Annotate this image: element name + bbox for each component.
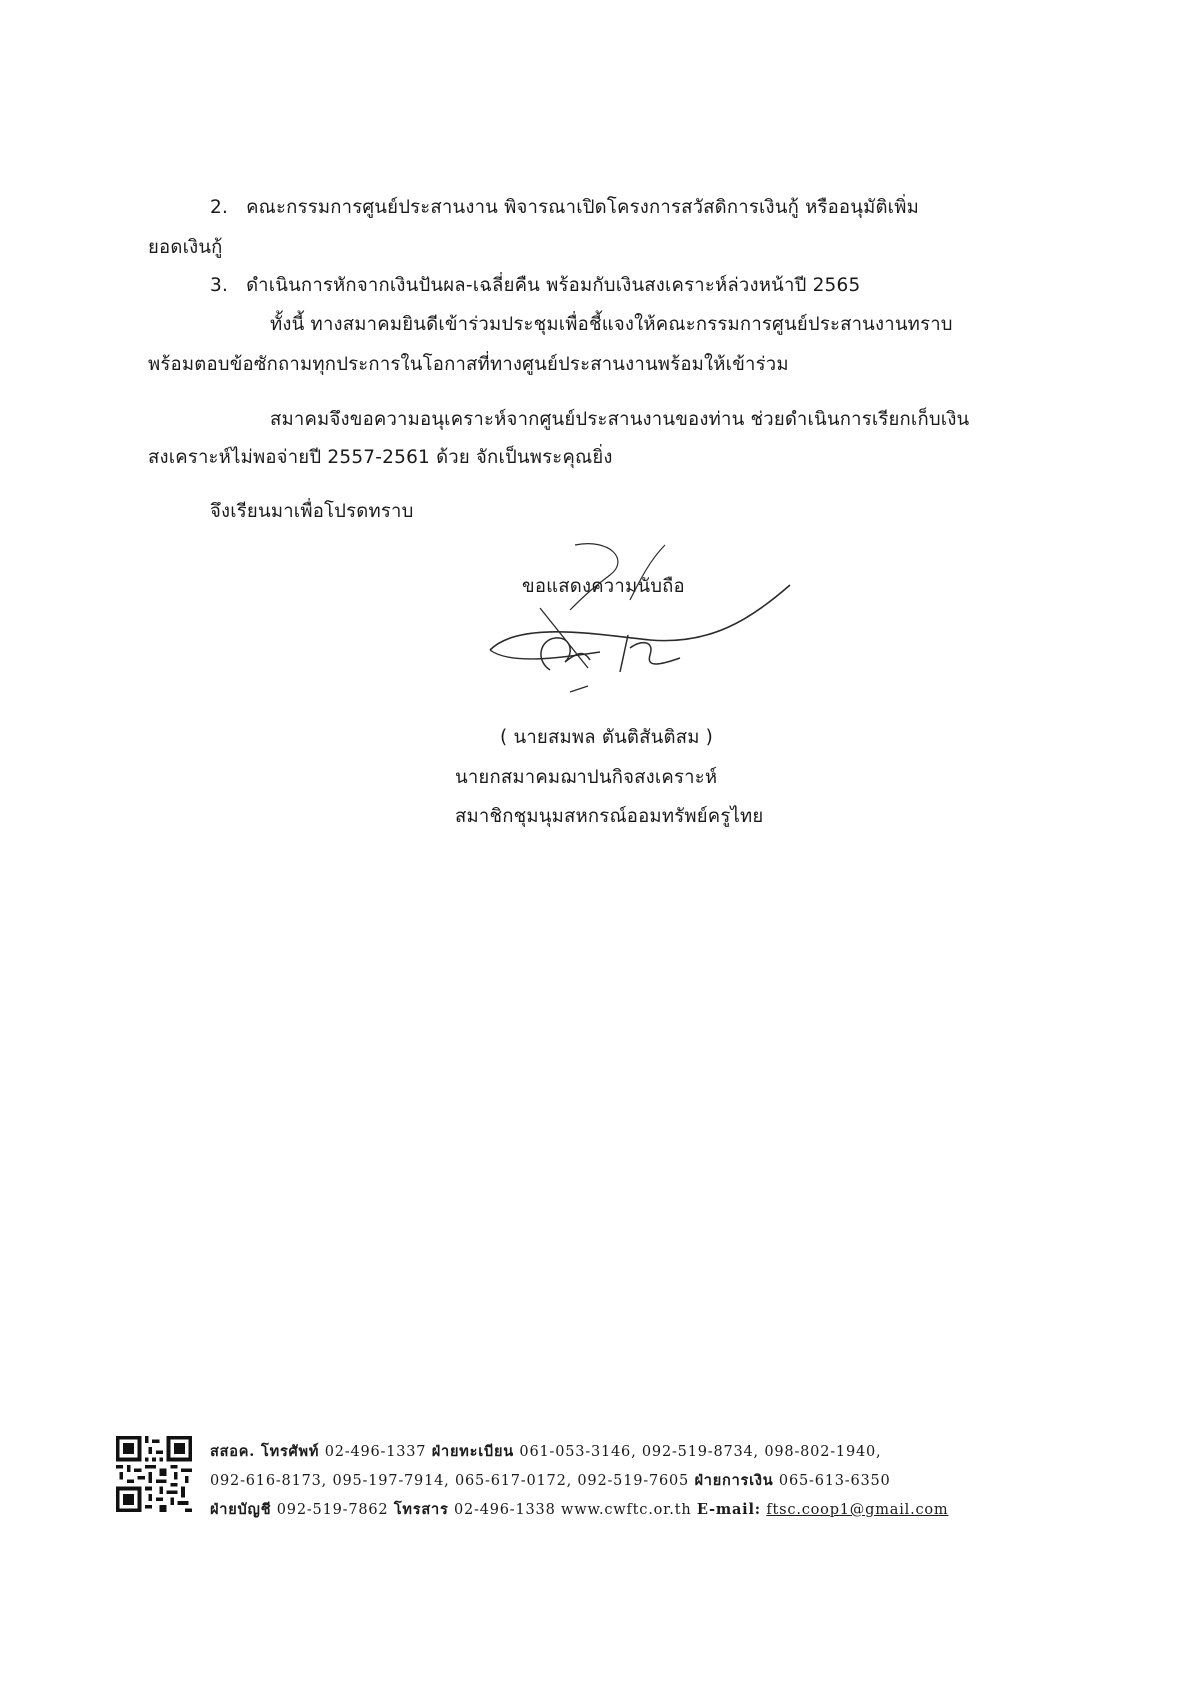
footer-email-link[interactable]: ftsc.coop1@gmail.com	[766, 1502, 949, 1518]
footer-fax-label: โทรสาร	[393, 1501, 449, 1518]
signatory-organization: สมาชิกชุมนุมสหกรณ์ออมทรัพย์ครูไทย	[455, 806, 764, 827]
qr-code-icon	[116, 1436, 192, 1512]
footer-finance-phone: 065-613-6350	[778, 1473, 891, 1489]
request-paragraph-line-1: สมาคมจึงขอความอนุเคราะห์จากศูนย์ประสานงานของท่าน ช่วยดำเนินการเรียกเก็บเงิน	[270, 409, 970, 430]
item-2-text: คณะกรรมการศูนย์ประสานงาน พิจารณาเปิดโครงการสวัสดิการเงินกู้ หรืออนุมัติเพิ่ม	[246, 197, 920, 218]
item-2	[210, 193, 919, 222]
footer-registration-phones-1: 061-053-3146, 092-519-8734, 098-802-1940,	[519, 1444, 882, 1460]
handwritten-signature	[480, 540, 800, 700]
footer-fax-number: 02-496-1338	[453, 1502, 556, 1518]
request-paragraph-line-2: สงเคราะห์ไม่พอจ่ายปี 2557-2561 ด้วย จักเป็นพระคุณยิ่ง	[148, 447, 613, 468]
item-3-text: ดำเนินการหักจากเงินปันผล-เฉลี่ยคืน พร้อมกับเงินสงเคราะห์ล่วงหน้าปี 2565	[246, 275, 861, 296]
item-2-number: 2.	[210, 197, 229, 218]
footer-website[interactable]: www.cwftc.or.th	[561, 1502, 692, 1518]
meeting-paragraph-line-2: พร้อมตอบข้อซักถามทุกประการในโอกาสที่ทางศูนย์ประสานงานพร้อมให้เข้าร่วม	[148, 354, 789, 375]
signatory-position: นายกสมาคมฌาปนกิจสงเคราะห์	[455, 767, 718, 788]
closing-line: จึงเรียนมาเพื่อโปรดทราบ	[210, 501, 414, 522]
footer-line-3	[210, 1498, 948, 1521]
item-3-number: 3.	[210, 275, 229, 296]
footer-email-label: E-mail:	[696, 1501, 761, 1518]
footer-registration-phones-2: 092-616-8173, 095-197-7914, 065-617-0172, 092-519-7605	[210, 1473, 690, 1489]
footer-accounting-phone: 092-519-7862	[276, 1502, 389, 1518]
meeting-paragraph-line-1: ทั้งนี้ ทางสมาคมยินดีเข้าร่วมประชุมเพื่อชี้แจงให้คณะกรรมการศูนย์ประสานงานทราบ	[270, 314, 953, 335]
footer-line-2	[210, 1469, 891, 1492]
signature-salutation: ขอแสดงความนับถือ	[522, 576, 685, 597]
item-3	[210, 271, 860, 300]
footer-line-1	[210, 1440, 881, 1463]
footer-org-label: สสอค. โทรศัพท์	[210, 1443, 320, 1460]
footer-org-phone: 02-496-1337	[324, 1444, 427, 1460]
signatory-name: ( นายสมพล ตันติสันติสม )	[500, 727, 714, 748]
item-2-continued: ยอดเงินกู้	[148, 237, 223, 258]
footer-accounting-label: ฝ่ายบัญชี	[210, 1501, 272, 1518]
footer-finance-label: ฝ่ายการเงิน	[694, 1472, 774, 1489]
footer-registration-label: ฝ่ายทะเบียน	[431, 1443, 514, 1460]
